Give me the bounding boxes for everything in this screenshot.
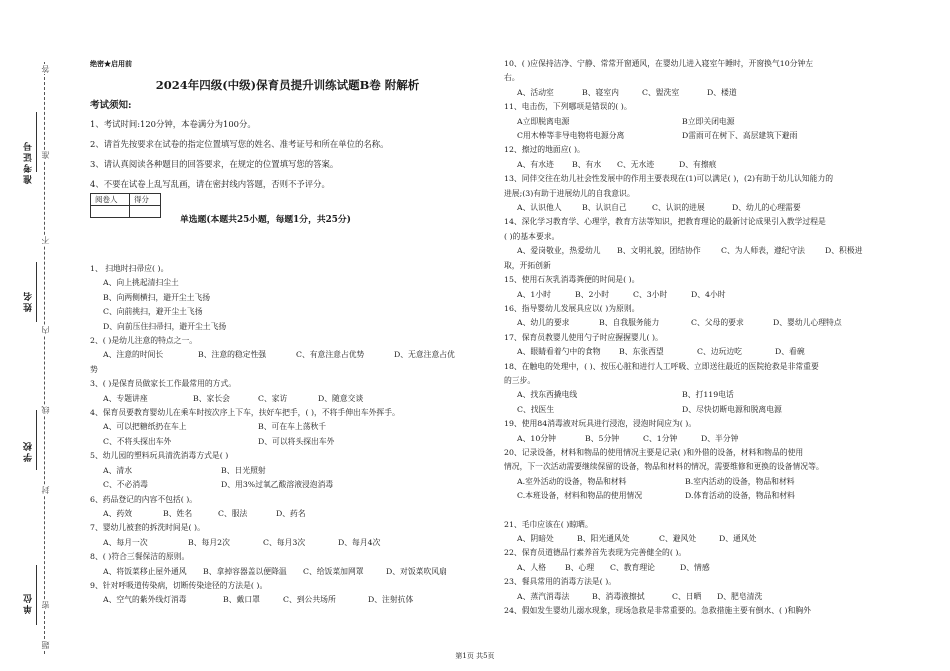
option-row [504,432,909,446]
option[interactable]: C、教育理论 [610,562,655,572]
option[interactable]: C、找医生 [517,404,555,414]
option[interactable]: B、家长会 [193,393,230,403]
page-title: 2024年四级(中级)保育员提升训练试题B卷 附解析 [155,78,420,92]
notice-item: 4、不要在试卷上乱写乱画，请在密封线内答题，否则不予评分。 [90,179,330,189]
option[interactable]: D、楼道 [707,87,737,97]
question-stem-continued: 进展;(3)有助于进展幼儿的自我意识。 [504,188,635,198]
option[interactable]: D、幼儿的心理需要 [732,203,801,213]
question-stem-continued: 的三步。 [504,375,536,385]
seal-mark: 密 [41,601,50,609]
option[interactable]: A、药效 [103,508,133,518]
option[interactable]: B、注意的稳定性强 [198,350,267,360]
option-row [504,288,909,302]
option[interactable]: C、给饭菜加网罩 [303,566,364,576]
unit-blank[interactable] [36,565,37,625]
question-stem: 21、毛巾应该在( )晾晒。 [504,519,593,529]
notice-item: 2、请首先按要求在试卷的指定位置填写您的姓名、准考证号和所在单位的名称。 [90,139,389,149]
option[interactable]: A、认识他人 [517,203,562,213]
option[interactable]: A、向上挑起清扫尘土 [103,278,179,288]
option-row [504,316,909,330]
notice-item: 3、请认真阅读各种题目的回答要求，在规定的位置填写您的答案。 [90,159,339,169]
option-row [504,201,909,215]
question-stem: 16、指导婴幼儿发展具应以( )为原则。 [504,303,640,313]
option[interactable]: A、幼儿的要求 [517,318,570,328]
question-stem: 10、( )应保持洁净、宁静、常常开窗通风，在婴幼儿进入寝室午睡时，开窗换气10分钟左 [504,59,814,68]
option[interactable]: B、向两侧横扫，避开尘土飞扬 [103,292,211,302]
option[interactable]: D、注射抗体 [368,595,414,605]
field-label-unit: 单位 [24,592,34,614]
score-table [90,193,161,218]
grader-cell[interactable] [91,206,130,218]
option[interactable]: B、寝室内 [582,87,619,97]
question-stem: 22、保育员道德品行素养首先表现为完善健全的( )。 [504,548,687,558]
option[interactable]: B.室内活动的设备，物品和材料 [685,476,795,486]
option[interactable]: A、有水迹 [517,159,554,169]
question-stem: 18、在触电的处理中，( )、按压心脏和进行人工呼吸、立即送往最近的医院抢救是非常重要 [504,361,819,371]
option[interactable]: C、无水迹 [617,159,655,169]
option[interactable]: C用木棒等非导电物将电源分离 [517,131,625,141]
field-label-school: 学校 [24,440,34,462]
question-stem: 13、同伴交往在幼儿社会性发展中的作用主要表现在(1)可以满足( )，(2)有助于幼儿认知能力的 [504,174,834,184]
question-stem: 17、保育员教婴儿使用勺子时应握握婴儿( )。 [504,332,663,342]
option[interactable]: B、东张西望 [619,347,664,357]
option-row [90,536,485,550]
option[interactable]: B、消毒液擦拭 [592,591,645,601]
option-row [504,532,909,546]
option[interactable]: B、每月2次 [188,537,230,547]
question-stem-continued: 情况，下一次活动需要继续保留的设备，物品和材料的情况，需要维修和更换的设备情况等。 [504,462,824,472]
option[interactable]: D、肥皂清洗 [717,591,763,601]
option[interactable]: D、用3%过氧乙酸溶液浸泡消毒 [221,480,334,490]
seal-mark: 题 [41,641,50,649]
option[interactable]: C、每月3次 [263,537,306,547]
option-row [504,590,909,604]
option[interactable]: D、每月4次 [338,537,381,547]
option[interactable]: C、1分钟 [643,433,678,443]
option[interactable]: C、向前挑扫，避开尘土飞扬 [103,307,203,317]
option-row [504,244,909,258]
option[interactable]: C、盥洗室 [642,87,680,97]
field-label-name: 姓名 [24,290,34,312]
school-blank[interactable] [36,410,37,470]
option[interactable]: D、看碗 [775,347,805,357]
option-row [504,345,909,359]
option[interactable]: D雷雨可在树下、高层建筑下避雨 [682,131,798,141]
option[interactable]: D.体育活动的设备，物品和材料 [685,491,795,501]
option[interactable]: C、日晒 [672,591,702,601]
option[interactable]: B、拿掉容器盖以便降温 [203,566,287,576]
option[interactable]: D、半分钟 [701,433,739,443]
option[interactable]: A、爱岗敬业，热爱幼儿 [517,246,601,256]
option-row [504,388,909,402]
option-row [90,464,485,478]
option[interactable]: D、通风处 [719,534,757,543]
question-stem: 6、药品登记的内容不包括( )。 [90,494,198,504]
question-stem-continued: ( )的基本要求。 [504,231,560,241]
notice-item: 1、考试时间:120分钟，本卷满分为100分。 [90,119,256,129]
question-stem: 7、婴幼儿被套的拆洗时间是( )。 [90,523,205,533]
option[interactable]: B立即关闭电源 [682,116,735,126]
question-stem-continued: 右。 [504,73,520,83]
option[interactable]: B、姓名 [163,508,193,518]
option[interactable]: C、边玩边吃 [697,347,742,357]
seal-mark: 不 [41,236,50,244]
question-stem: 12、擦过的地面应( )。 [504,145,585,155]
option-row [90,593,485,607]
secret-mark: 绝密★启用前 [90,59,132,68]
section-heading: 单选题(本题共25小题，每题1分，共25分) [180,215,351,225]
option[interactable]: A、活动室 [517,87,554,97]
option[interactable]: A、阴暗处 [517,534,554,543]
option-row [90,348,485,362]
option[interactable]: D、对饭菜吹风扇 [386,566,447,576]
question-stem: 4、保育员要教育婴幼儿在乘车时按次序上下车，扶好车把手，( )，不将手伸出车外挥手。 [90,408,400,418]
option[interactable]: D、尽快切断电源和脱离电源 [682,404,782,414]
option[interactable]: D、情感 [680,562,710,572]
option[interactable]: D、婴幼儿心理特点 [773,318,842,328]
option[interactable]: C、认识的进展 [652,203,705,213]
option[interactable]: D、药名 [276,508,306,518]
option[interactable]: A、每月一次 [103,537,148,547]
question-stem: 2、( )是幼儿注意的特点之一。 [90,336,198,346]
option[interactable]: C、服法 [218,508,248,518]
seal-mark: 准 [41,151,50,159]
option[interactable]: A、1小时 [517,289,551,299]
option[interactable]: C、不将头探出车外 [103,436,172,446]
page-footer: 第1页 共5页 [455,652,495,660]
question-stem: 15、使用石灰乳消毒粪便的时间是( )。 [504,275,640,285]
question-stem: 9、针对呼吸道传染病，切断传染途径的方法是( )。 [90,580,268,590]
question-stem: 1、 扫地时扫帚应( )。 [90,264,169,273]
option[interactable]: B、可在车上荡秋千 [258,422,327,432]
option[interactable]: A立即脱离电源 [517,116,570,126]
option[interactable]: A、注意的时间长 [103,350,164,360]
option[interactable]: C、避风处 [659,534,697,543]
option[interactable]: B、认识自己 [582,203,627,213]
option[interactable]: D、4小时 [691,289,726,299]
option[interactable]: D、积极进 [825,246,863,256]
question-stem: 23、餐具常用的消毒方法是( )。 [504,577,617,587]
option[interactable]: A、10分钟 [517,433,556,443]
option-row [90,392,485,406]
option-row [504,475,909,489]
option-row [504,489,909,503]
question-stem: 24、假如发生婴幼儿溺水现象，现场急救是非常重要的。急救措施主要有倒水、( )和胸外 [504,606,811,616]
option-row [90,565,485,579]
option[interactable]: A.室外活动的设备，物品和材料 [517,476,627,486]
option[interactable]: B、有水 [572,159,602,169]
grader-header: 阅卷人 [91,194,130,206]
question-stem: 14、深化学习教育学、心理学，教育方法等知识，把教育理论的最新讨论成果引入教学过程是 [504,217,826,227]
option[interactable]: C、为人师表，遵纪守法 [721,246,805,256]
option[interactable]: B、心理 [565,562,595,572]
field-label-exam-id: 准考证号 [24,140,34,184]
option[interactable]: A、可以把糖纸扔在车上 [103,422,187,432]
option[interactable]: A、人格 [517,562,547,572]
left-question-column [90,262,485,608]
option[interactable]: B、5分钟 [585,433,620,443]
option[interactable]: C、不必消毒 [103,480,148,490]
question-stem: 20、记录设备，材料和物品的使用情况主要是记录( )和外借的设备，材料和物品的使用 [504,447,804,457]
option[interactable]: A、将饭菜移止屋外通风 [103,566,187,576]
right-question-column [504,57,909,618]
option[interactable]: C、到公共场所 [283,595,336,605]
seal-mark: 封 [41,486,50,494]
option[interactable]: B、阳光通风处 [577,534,630,543]
question-stem: 19、使用84消毒液对玩具进行浸泡，浸泡时间应为( )。 [504,419,697,429]
score-header: 得分 [130,194,161,206]
option-row [90,478,485,492]
option-row [90,507,485,521]
question-stem: 5、幼儿园的塑料玩具清洗消毒方式是( ) [90,451,229,461]
option-row [504,158,909,172]
option-row [504,86,909,100]
option-continued: 势 [90,364,98,374]
option[interactable]: A、清水 [103,465,133,475]
seal-mark: 线 [41,406,50,414]
score-cell[interactable] [130,206,161,218]
question-stem: 8、( )符合三餐保洁的原则。 [90,552,190,562]
option[interactable]: C、3小时 [633,289,668,299]
option[interactable]: D、向前压住扫帚扫，避开尘土飞扬 [103,321,227,331]
question-stem: 11、电击伤，下列哪项是错误的( )。 [504,102,632,112]
option[interactable]: B、戴口罩 [223,595,260,605]
option[interactable]: B、打119电话 [682,390,734,400]
option[interactable]: C、家访 [258,393,288,403]
option-row [90,420,485,434]
notice-heading: 考试须知: [90,100,132,111]
spacer [504,504,909,518]
option[interactable]: C、有意注意占优势 [296,350,365,360]
option[interactable]: D、可以将头探出车外 [258,436,335,446]
seal-mark: 内 [41,326,50,334]
seal-mark: 答 [41,65,50,73]
option[interactable]: A、专题讲座 [103,393,148,403]
option[interactable]: D、随意交谈 [318,393,364,403]
option[interactable]: B、自我服务能力 [599,318,660,328]
option[interactable]: C.本班设备，材料和物品的使用情况 [517,491,643,501]
exam-id-blank[interactable] [36,112,37,172]
option[interactable]: A、眼睛看着勺中的食物 [517,347,601,357]
option-row [504,129,909,143]
option[interactable]: C、父母的要求 [691,318,744,328]
option-row [90,435,485,449]
option[interactable]: B、文明礼貌，团结协作 [617,246,701,256]
name-blank[interactable] [36,262,37,322]
option[interactable]: A、找东西撬电线 [517,390,578,400]
option[interactable]: A、蒸汽消毒法 [517,591,570,601]
option[interactable]: D、有擦痕 [679,159,717,169]
option[interactable]: D、无意注意占优 [394,350,455,360]
binding-margin [0,0,78,671]
option-continued: 取，开拓创新 [504,260,551,270]
option[interactable]: B、2小时 [575,289,610,299]
option[interactable]: B、日光照射 [221,465,266,475]
option-row [504,115,909,129]
option[interactable]: A、空气的紫外线灯消毒 [103,595,187,605]
question-stem: 3、( )是保育员做家长工作最常用的方式。 [90,379,237,389]
option-row [504,403,909,417]
option-row [504,561,909,575]
